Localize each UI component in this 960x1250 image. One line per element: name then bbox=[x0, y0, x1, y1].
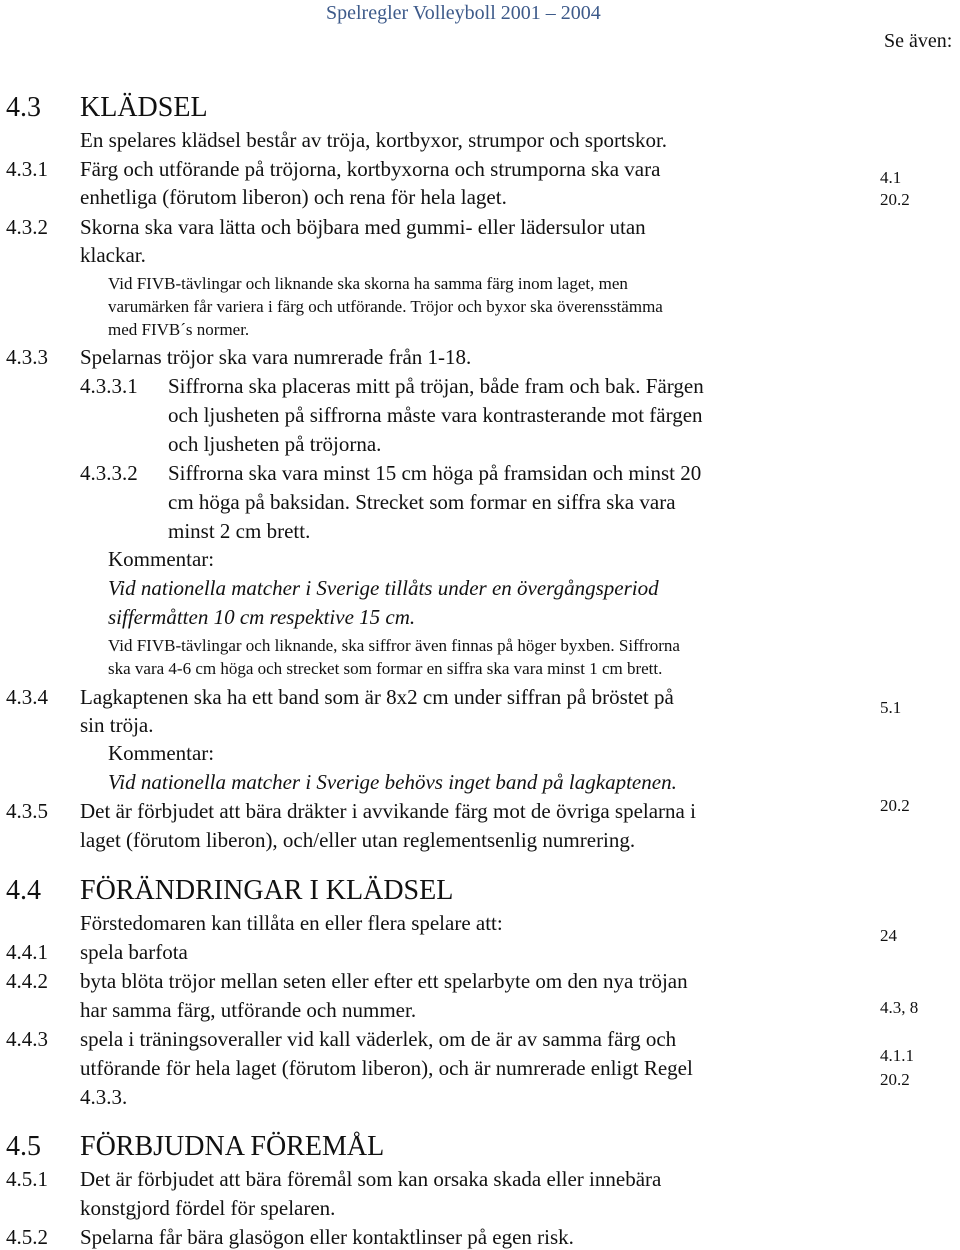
rule-text: Siffrorna ska placeras mitt på tröjan, både fram och bak. Färgen bbox=[168, 374, 704, 398]
comment-text: siffermåtten 10 cm respektive 15 cm. bbox=[108, 605, 416, 629]
rule-text: byta blöta tröjor mellan seten eller efter ett spelarbyte om den nya tröjan bbox=[80, 969, 688, 993]
margin-reference: 24 bbox=[880, 926, 897, 945]
margin-reference: 4.1.1 bbox=[880, 1046, 914, 1065]
margin-reference: 20.2 bbox=[880, 1070, 910, 1089]
rule-text: enhetliga (förutom liberon) och rena för hela laget. bbox=[80, 185, 507, 209]
rule-text: Lagkaptenen ska ha ett band som är 8x2 cm under siffran på bröstet på bbox=[80, 685, 674, 709]
section-intro: En spelares klädsel består av tröja, kortbyxor, strumpor och sportskor. bbox=[80, 128, 668, 152]
comment-label: Kommentar: bbox=[108, 547, 215, 571]
fivb-note: Vid FIVB-tävlingar och liknande ska skorna ha samma färg inom laget, men bbox=[108, 274, 628, 293]
rule-text: Det är förbjudet att bära föremål som kan orsaka skada eller innebära bbox=[80, 1167, 662, 1191]
rule-text: Det är förbjudet att bära dräkter i avvikande färg mot de övriga spelarna i bbox=[80, 799, 696, 823]
rule-text: konstgjord fördel för spelaren. bbox=[80, 1196, 336, 1220]
margin-reference: 20.2 bbox=[880, 796, 910, 815]
rule-text: laget (förutom liberon), och/eller utan reglementsenlig numrering. bbox=[80, 828, 636, 852]
fivb-note: med FIVB´s normer. bbox=[108, 320, 250, 339]
rule-number: 4.4.2 bbox=[6, 969, 48, 993]
rule-number: 4.4.1 bbox=[6, 940, 48, 964]
fivb-note: varumärken får variera i färg och utförande. Tröjor och byxor ska överensstämma bbox=[108, 297, 663, 316]
section-title: KLÄDSEL bbox=[80, 92, 208, 123]
rule-text: Skorna ska vara lätta och böjbara med gummi- eller lädersulor utan bbox=[80, 215, 646, 239]
rule-number: 4.3.1 bbox=[6, 157, 48, 181]
rule-number: 4.5.2 bbox=[6, 1225, 48, 1249]
rule-text: klackar. bbox=[80, 243, 146, 267]
margin-reference: 4.1 bbox=[880, 168, 902, 187]
margin-reference: 4.3, 8 bbox=[880, 998, 919, 1017]
rule-number: 4.3.4 bbox=[6, 685, 48, 709]
section-number: 4.5 bbox=[6, 1131, 41, 1162]
rule-text: och ljusheten på tröjorna. bbox=[168, 432, 382, 456]
rule-number: 4.3.3 bbox=[6, 345, 48, 369]
comment-text: Vid nationella matcher i Sverige tillåts under en övergångsperiod bbox=[108, 576, 659, 600]
section-title: FÖRBJUDNA FÖREMÅL bbox=[80, 1131, 385, 1162]
section-number: 4.3 bbox=[6, 92, 41, 123]
rule-text: spela i träningsoveraller vid kall väderlek, om de är av samma färg och bbox=[80, 1027, 677, 1051]
section-number: 4.4 bbox=[6, 875, 41, 906]
rule-text: cm höga på baksidan. Strecket som formar en siffra ska vara bbox=[168, 490, 676, 514]
rule-text: Spelarnas tröjor ska vara numrerade från 1-18. bbox=[80, 345, 472, 369]
rule-text: utförande för hela laget (förutom liberon), och är numrerade enligt Regel bbox=[80, 1056, 693, 1080]
rule-text: Siffrorna ska vara minst 15 cm höga på framsidan och minst 20 bbox=[168, 461, 702, 485]
subrule-number: 4.3.3.2 bbox=[80, 461, 138, 485]
rule-text: 4.3.3. bbox=[80, 1085, 128, 1109]
fivb-note: ska vara 4-6 cm höga och strecket som formar en siffra ska vara minst 1 cm brett. bbox=[108, 659, 663, 678]
rule-text: minst 2 cm brett. bbox=[168, 519, 311, 543]
rule-number: 4.5.1 bbox=[6, 1167, 48, 1191]
rule-number: 4.3.2 bbox=[6, 215, 48, 239]
section-title: FÖRÄNDRINGAR I KLÄDSEL bbox=[80, 875, 454, 906]
rule-number: 4.3.5 bbox=[6, 799, 48, 823]
rule-text: har samma färg, utförande och nummer. bbox=[80, 998, 417, 1022]
comment-label: Kommentar: bbox=[108, 741, 215, 765]
subrule-number: 4.3.3.1 bbox=[80, 374, 138, 398]
margin-reference: 20.2 bbox=[880, 190, 910, 209]
rule-text: Färg och utförande på tröjorna, kortbyxorna och strumporna ska vara bbox=[80, 157, 661, 181]
see-also-label: Se även: bbox=[884, 30, 953, 52]
rule-number: 4.4.3 bbox=[6, 1027, 48, 1051]
rule-text: sin tröja. bbox=[80, 713, 154, 737]
margin-reference: 5.1 bbox=[880, 698, 902, 717]
comment-text: Vid nationella matcher i Sverige behövs inget band på lagkaptenen. bbox=[108, 770, 677, 794]
rule-text: och ljusheten på siffrorna måste vara kontrasterande mot färgen bbox=[168, 403, 703, 427]
page-header-title: Spelregler Volleyboll 2001 – 2004 bbox=[326, 2, 601, 24]
rule-text: Spelarna får bära glasögon eller kontaktlinser på egen risk. bbox=[80, 1225, 574, 1249]
fivb-note: Vid FIVB-tävlingar och liknande, ska siffror även finnas på höger byxben. Siffrorna bbox=[108, 636, 680, 655]
section-intro: Förstedomaren kan tillåta en eller flera spelare att: bbox=[80, 911, 503, 935]
rule-text: spela barfota bbox=[80, 940, 188, 964]
